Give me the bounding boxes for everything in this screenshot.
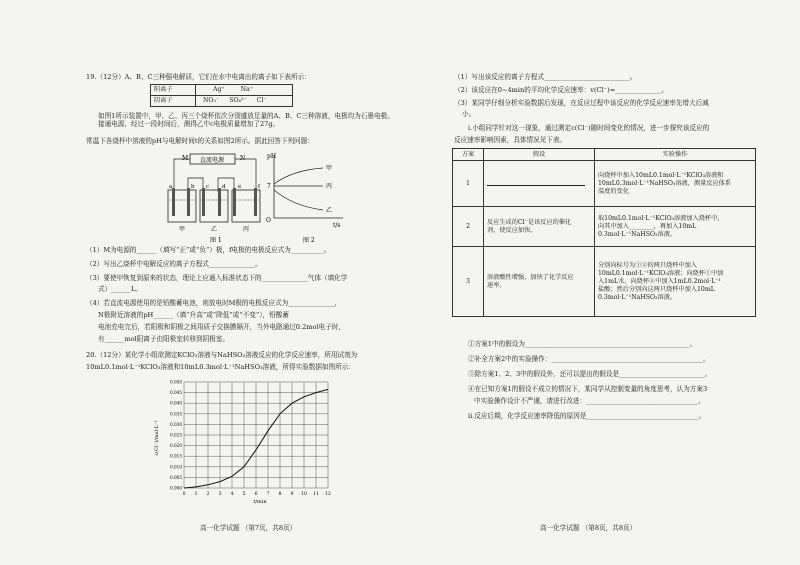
ion-value: Ag⁺ [213,86,225,93]
ion-value: Cl⁻ [256,97,267,104]
m-label: M [182,155,189,162]
x-tick-label: 10 [301,492,307,497]
curve-label-jia: 甲 [326,165,333,172]
beaker-yi: 乙 [211,226,218,233]
table-row [453,161,756,207]
q19-2: （2）写出乙烧杯中电解反应的离子方程式______________。 [86,260,262,268]
q20-3i2: 反应速率影响因素，具体情况见下表。 [454,136,567,144]
electrode-a: a [169,184,173,190]
operation-cell: 分别向标号为①②的两只烧杯中加入 10mL0.1mol·L⁻¹KClO₃溶液；向烧杯①中加 入1mL水，向烧杯②中加入1mL0.2mol·L⁻¹ 盐酸；然后分别向这两只烧杯中加入10mL 0.3mol·L⁻¹NaHSO₃溶液。 [595,247,756,317]
hypothesis-cell: 溶液酸性增强，加快了化学反应 速率。 [484,247,595,317]
left-footer: 高一化学试题 （第7页，共8页） [200,524,297,532]
x-tick-label: 7 [266,492,270,497]
beaker-bing: 丙 [243,226,250,233]
q20-1: （1）写出该反应的离子方程式__________________________。 [454,73,637,81]
operation-cell: 向烧杯中加入10mL0.1mol·L⁻¹KClO₃溶液和 10mL0.3mol·L⁻¹NaHSO₃溶液，测量反应体系 温度的变化 [595,161,756,207]
table-row [151,96,293,107]
y-tick-label: 0.015 [170,453,182,459]
sub-q4b: 中实验操作设计不严谨，请进行改进：__________________________________。 [474,397,705,405]
q20-3i: i.小组同学针对这一现象，通过测定c(Cl⁻)随时间变化的情况，进一步探究该反应的 [468,124,710,132]
electrolysis-figure [160,148,275,243]
chart-ticks [170,380,331,498]
sub-q5: ii.反应后期，化学反应速率降低的原因是__________________________________。 [468,412,706,420]
q19-1: （1）M为电源的______（填写“正”或“负”）极，f电极的电极反应式为__________。 [86,246,331,254]
q19-4d: 有______mol阳离子由阳极室转移到阴极室。 [98,335,230,343]
power-label: 直流电源 [199,157,225,164]
x-tick-label: 5 [242,492,246,497]
table-row [453,149,756,161]
y-tick-label: 0.010 [170,464,182,470]
n-label: N [240,155,246,162]
y-tick-label: 0.040 [170,400,182,406]
right-footer: 高一化学试题 （第8页，共8页） [540,524,637,532]
answer-blank[interactable] [487,179,585,186]
hypothesis-cell [484,161,595,207]
x-tick-label: 1 [194,492,198,497]
time-axis-label: t/s [333,222,341,229]
q19-4c: 电池充电完后，若阳极和阴极之间用质子交换膜隔开，当外电路通过0.2mol电子时， [98,323,346,331]
line-jia [274,168,323,184]
right-page [400,0,800,565]
fig2-caption: 图 2 [303,237,315,243]
hypothesis-cell: 反应生成的Cl⁻是该反应的催化 剂，使反应加快。 [484,207,595,247]
operation-cell: 取10mL0.1mol·L⁻¹KClO₃溶液加入烧杯中， 向其中加入________，再加入10mL 0.3mol·L⁻¹NaHSO₃溶液。 [595,207,756,247]
q19-4: （4）若直流电源使用的是铅酸蓄电池，则放电时M极的电极反应式为______________， [86,299,341,307]
chart-y-label: c(Cl⁻)/mol·L⁻¹ [154,420,160,456]
electrode-c: c [206,184,210,190]
table-row [453,207,756,247]
line-yi [274,190,323,210]
col-header-hypothesis: 假设 [484,149,595,161]
sub-q3: ③除方案1、2、3中的假设外，还可以提出的假设是__________________________。 [468,370,712,378]
x-tick-label: 6 [254,492,258,497]
col-header-plan: 方案 [453,149,484,161]
plan-number: 1 [453,161,484,207]
x-tick-label: 3 [218,492,222,497]
y-tick-label: 0.020 [170,443,182,449]
experiment-table [452,148,756,317]
fig1-caption: 图 1 [210,237,222,243]
q19-p1: 如图1所示装置中，甲、乙、丙三个烧杯依次分别盛放足量的A、B、C三种溶液，电极均为石墨电极。接通电源，经过一段时间后，测得乙中c电极质量增加了27g。 [98,112,394,128]
ion-row-label: 阳离子 [151,85,196,96]
col-header-operation: 实验操作 [595,149,756,161]
x-tick-label: 12 [325,492,331,497]
electrode-b: b [191,184,195,190]
chart-grid [184,382,328,488]
q19-4b: N极附近溶液的pH______（填“升高”或“降低”或“不变”），铅酸蓄 [98,311,289,319]
x-tick-label: 11 [313,492,319,497]
concentration-chart [150,376,340,506]
x-tick-label: 4 [230,492,234,497]
q19-intro: 19.（12分）A、B、C三种强电解质，它们在水中电离出的离子如下表所示： [86,73,311,81]
chart-x-label: t/min [253,499,267,505]
q20-3b: 小。 [462,110,476,118]
q20-intro2: 10mL0.1mol·L⁻¹KClO₃溶液和10mL0.3mol·L⁻¹NaHSO₃溶液，所得实验数据如图所示： [86,363,355,371]
q20-intro: 20.（12分）某化学小组欲测定KClO₃溶液与NaHSO₃溶液反应的化学反应速率，所用试剂为 [86,351,358,359]
electrode-d: d [222,184,226,190]
ion-value: NO₃⁻ [203,97,220,104]
x-tick-label: 9 [290,492,294,497]
q19-p1b: 常温下各烧杯中溶液的pH与电解时间t的关系如图2所示。据此回答下列问题： [86,137,314,145]
y-tick-label: 0.050 [170,379,182,385]
beaker-jia: 甲 [179,226,186,233]
q19-3b: 式）______L。 [98,285,142,293]
y-tick-label: 0.025 [170,432,182,438]
table-row [453,247,756,317]
y-tick-label: 0.035 [170,411,182,417]
y-tick-label: 0.045 [170,390,182,396]
electrode-f: f [258,184,261,190]
ion-table [150,84,293,107]
q20-3: （3）某同学仔细分析实验数据后发现，在反应过程中该反应的化学反应速率先增大后减 [454,99,709,107]
x-tick-label: 0 [182,492,186,497]
q20-2: （2）该反应在0~4min的平均化学反应速率：v(Cl⁻)=______________。 [454,86,668,94]
table-row [151,85,293,96]
plan-number: 2 [453,207,484,247]
beakers [168,188,260,222]
ion-value: SO₄²⁻ [229,97,247,104]
electrode-e: e [238,184,242,190]
ph-axis-label: pH [267,153,277,160]
plan-number: 3 [453,247,484,317]
y-tick-label: 0.005 [170,474,182,480]
curve-label-bing: 丙 [326,183,333,190]
x-tick-label: 2 [206,492,210,497]
ion-value: Na⁺ [240,86,254,93]
q19-3: （3）要使甲恢复到原来的状态，理论上应通入标准状态下的______________气体（填化学 [86,274,348,282]
curve-label-yi: 乙 [326,207,333,214]
y-tick-label: 0.030 [170,421,182,427]
sub-q4: ④在已知方案1的假设不成立的情况下，某同学从控制变量的角度思考，认为方案3 [468,385,708,393]
ph-time-figure [263,150,348,243]
sub-q2: ②补全方案2中的实验操作：______________________________________________。 [468,355,710,363]
x-tick-label: 8 [278,492,282,497]
ph-seven: 7 [267,183,271,190]
sub-q1: ①方案1中的假设为__________________________________________________。 [468,340,697,348]
origin-label: O [266,217,271,224]
y-tick-label: 0.000 [170,485,182,491]
ion-row-label: 阴离子 [151,96,196,107]
